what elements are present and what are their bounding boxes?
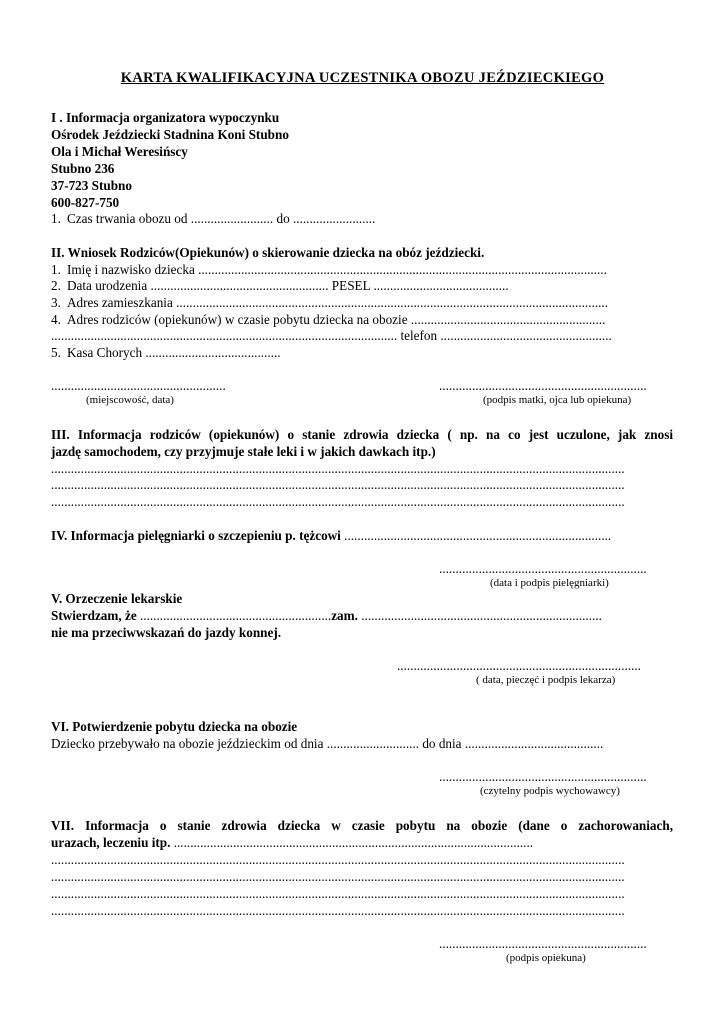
- section3-heading-line2: jazdę samochodem, czy przyjmuje stałe leki i w jakich dawkach itp.): [51, 444, 436, 459]
- item-number: 3.: [51, 295, 61, 310]
- no-contraindications-text: nie ma przeciwwskazań do jazdy konnej.: [51, 625, 282, 640]
- field-label: Adres zamieszkania ...................................................................................................................................: [67, 295, 609, 310]
- organizer-postal: 37-723 Stubno: [51, 178, 132, 193]
- parents-address-field[interactable]: [51, 312, 673, 328]
- residence-dots: .........................................................................: [361, 608, 602, 623]
- section7-heading-text: urazach, leczeniu itp.: [51, 835, 171, 850]
- home-address-field[interactable]: [51, 295, 673, 311]
- section7-heading-line1: VII. Informacja o stanie zdrowia dziecka w czasie pobytu na obozie (dane o zachorowaniach,: [51, 818, 673, 833]
- health-fund-field[interactable]: [51, 345, 673, 361]
- health-info-line[interactable]: ..............................................................................................................................................................................: [51, 477, 625, 492]
- section1-heading: I . Informacja organizatora wypoczynku: [51, 110, 280, 125]
- field-label: ......................................................................................................... telefon ....................................................: [51, 328, 612, 343]
- item-number: 2.: [51, 278, 61, 293]
- tetanus-vaccination-field[interactable]: [51, 528, 673, 544]
- guardian-signature-line[interactable]: ...............................................................: [439, 936, 647, 951]
- section3-heading-line1: III. Informacja rodziców (opiekunów) o stanie zdrowia dziecka ( np. na co jest uczulone, jak znosi: [51, 427, 673, 442]
- camp-health-line[interactable]: ..............................................................................................................................................................................: [51, 852, 625, 867]
- section4-heading: IV. Informacja pielęgniarki o szczepieniu p. tężcowi: [51, 528, 341, 543]
- medical-statement-line[interactable]: [51, 608, 673, 624]
- supervisor-signature-line[interactable]: ...............................................................: [439, 769, 647, 784]
- nurse-signature-line[interactable]: ...............................................................: [439, 561, 647, 576]
- organizer-phone: 600-827-750: [51, 195, 120, 210]
- supervisor-signature-caption: (czytelny podpis wychowawcy): [480, 785, 620, 797]
- nurse-signature-caption: (data i podpis pielęgniarki): [490, 577, 609, 589]
- parent-signature-caption: (podpis matki, ojca lub opiekuna): [483, 394, 632, 406]
- document-title: KARTA KWALIFIKACYJNA UCZESTNIKA OBOZU JEŹDZIECKIEGO: [120, 70, 605, 86]
- place-date-caption: (miejscowość, data): [86, 394, 174, 406]
- child-name-field[interactable]: [51, 262, 673, 278]
- health-info-line[interactable]: ..............................................................................................................................................................................: [51, 461, 625, 476]
- section7-heading-dots: .............................................................................................................: [170, 835, 534, 850]
- guardian-signature-caption: (podpis opiekuna): [506, 952, 586, 964]
- parent-signature-line[interactable]: ...............................................................: [439, 378, 647, 393]
- field-label: Data urodzenia ...................................................... PESEL .........................................: [67, 278, 509, 293]
- organizer-street: Stubno 236: [51, 161, 115, 176]
- residence-label: zam.: [331, 608, 358, 623]
- doctor-signature-line[interactable]: ..........................................................................: [397, 658, 641, 673]
- item-number: 1.: [51, 262, 61, 277]
- section5-heading: V. Orzeczenie lekarskie: [51, 591, 183, 606]
- field-label: Kasa Chorych .........................................: [67, 345, 281, 360]
- place-date-signature-line[interactable]: .....................................................: [51, 378, 226, 393]
- field-label: Adres rodziców (opiekunów) w czasie pobytu dziecka na obozie ...........................................................: [67, 312, 606, 327]
- organizer-owners: Ola i Michał Weresińscy: [51, 144, 188, 159]
- health-info-line[interactable]: ..............................................................................................................................................................................: [51, 494, 625, 509]
- section7-heading-line2[interactable]: [51, 835, 673, 851]
- birth-date-pesel-field[interactable]: [51, 278, 673, 294]
- camp-duration-field[interactable]: [51, 211, 673, 227]
- item-number: 1.: [51, 211, 61, 226]
- organizer-name: Ośrodek Jeździecki Stadnina Koni Stubno: [51, 127, 289, 142]
- child-name-dots: ..........................................................: [139, 608, 332, 623]
- section6-heading: VI. Potwierdzenie pobytu dziecka na obozie: [51, 719, 298, 734]
- phone-field[interactable]: [51, 328, 673, 344]
- item-number: 5.: [51, 345, 61, 360]
- doctor-signature-caption: ( data, pieczęć i podpis lekarza): [476, 674, 616, 686]
- camp-stay-dates-field[interactable]: Dziecko przebywało na obozie jeździeckim od dnia ............................ do dnia ..........................................: [51, 736, 604, 751]
- field-label: Imię i nazwisko dziecka ............................................................................................................................: [67, 262, 607, 277]
- statement-label: Stwierdzam, że: [51, 608, 137, 623]
- camp-health-line[interactable]: ..............................................................................................................................................................................: [51, 869, 625, 884]
- camp-health-line[interactable]: ..............................................................................................................................................................................: [51, 886, 625, 901]
- tetanus-dots: .................................................................................: [344, 528, 612, 543]
- section2-heading: II. Wniosek Rodziców(Opiekunów) o skierowanie dziecka na obóz jeździecki.: [51, 245, 485, 260]
- item-number: 4.: [51, 312, 61, 327]
- camp-health-line[interactable]: ..............................................................................................................................................................................: [51, 903, 625, 918]
- camp-duration-label: Czas trwania obozu od ......................... do .........................: [67, 211, 376, 226]
